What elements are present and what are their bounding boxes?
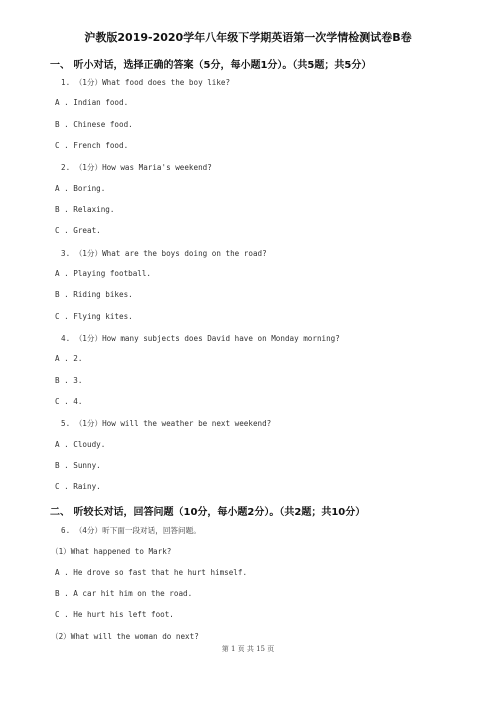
question-3-stem: 3. （1分）What are the boys doing on the road? — [61, 249, 267, 258]
question-2-option-b: B . Relaxing. — [55, 205, 115, 214]
question-4-option-b: B . 3. — [55, 376, 83, 385]
question-2-option-a: A . Boring. — [55, 184, 106, 193]
question-4-option-c: C . 4. — [55, 397, 83, 406]
question-6-sub1-stem: （1）What happened to Mark? — [51, 547, 172, 556]
question-5-option-c: C . Rainy. — [55, 482, 101, 491]
question-3-option-c: C . Flying kites. — [55, 312, 133, 321]
page-footer: 第 1 页 共 15 页 — [221, 645, 275, 653]
question-6-sub1-option-b: B . A car hit him on the road. — [55, 589, 193, 598]
document-title: 沪教版2019-2020学年八年级下学期英语第一次学情检测试卷B卷 — [84, 31, 412, 44]
question-6-sub2-stem: （2）What will the woman do next? — [51, 632, 199, 641]
question-1-stem: 1. （1分）What food does the boy like? — [61, 78, 231, 87]
question-2-stem: 2. （1分）How was Maria's weekend? — [61, 163, 212, 172]
question-1-option-b: B . Chinese food. — [55, 120, 133, 129]
question-3-option-a: A . Playing football. — [55, 269, 152, 278]
section-1-heading: 一、 听小对话，选择正确的答案（5分，每小题1分）。（共5题；共5分） — [50, 60, 372, 71]
question-5-option-b: B . Sunny. — [55, 461, 101, 470]
question-5-option-a: A . Cloudy. — [55, 440, 106, 449]
question-6-sub1-option-c: C . He hurt his left foot. — [55, 610, 174, 619]
question-1-option-a: A . Indian food. — [55, 98, 129, 107]
question-4-option-a: A . 2. — [55, 354, 83, 363]
question-2-option-c: C . Great. — [55, 226, 101, 235]
question-4-stem: 4. （1分）How many subjects does David have on Monday morning? — [61, 334, 340, 343]
section-2-heading: 二、 听较长对话，回答问题（10分，每小题2分）。（共2题；共10分） — [50, 507, 366, 518]
question-6-sub1-option-a: A . He drove so fast that he hurt himself. — [55, 568, 248, 577]
question-3-option-b: B . Riding bikes. — [55, 290, 133, 299]
question-1-option-c: C . French food. — [55, 141, 129, 150]
question-6-stem: 6. （4分）听下面一段对话，回答问题。 — [61, 526, 201, 535]
question-5-stem: 5. （1分）How will the weather be next weekend? — [61, 419, 272, 428]
